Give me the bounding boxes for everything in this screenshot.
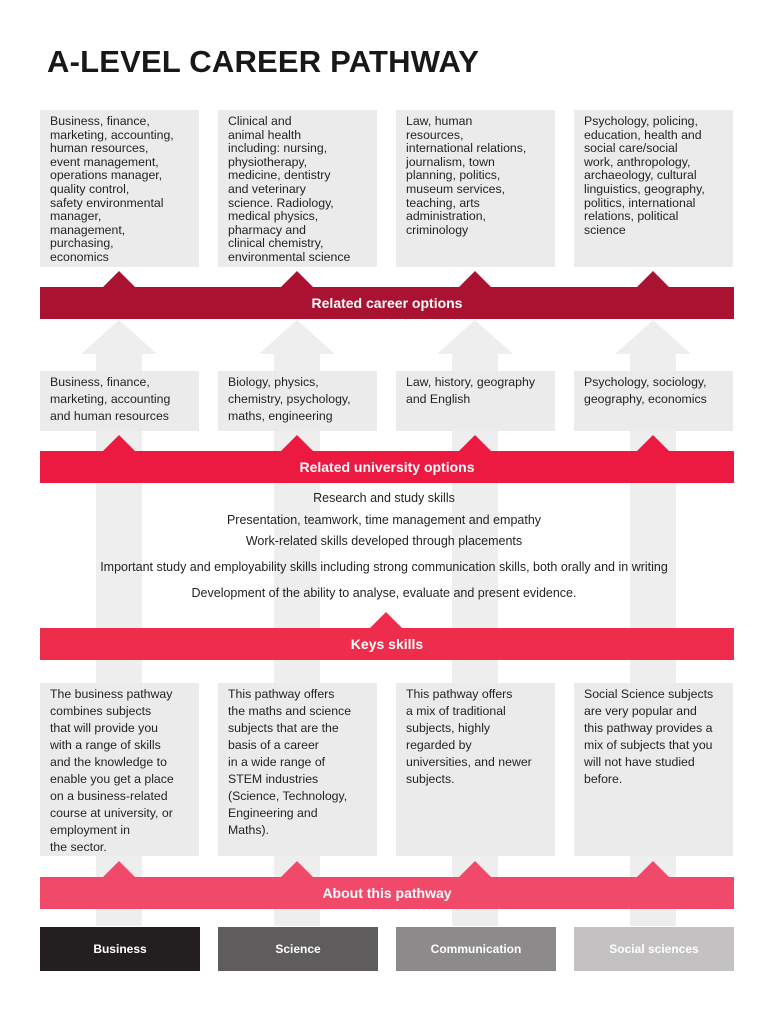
skill-line: Research and study skills: [313, 491, 455, 505]
skill-line: Important study and employability skills including strong communication skills, both orally and in writing: [100, 560, 668, 574]
arrow-head-icon: [615, 320, 691, 354]
arrow-head-icon: [437, 320, 513, 354]
university-options-label: Related university options: [299, 459, 475, 475]
university-notch-icon: [281, 435, 313, 451]
about-pathway-label: About this pathway: [322, 885, 452, 901]
career-box-business: Business, finance, marketing, accounting, human resources, event management, operations manager, quality control, safety environmental manager, management, purchasing, economics: [40, 110, 199, 267]
key-skills-bar: [40, 628, 734, 660]
about-box-business: The business pathway combines subjects that will provide you with a range of skills and the knowledge to enable you get a place on a business-related course at university, or employment in the sector.: [40, 683, 199, 856]
career-notch-icon: [281, 271, 313, 287]
skills-notch-icon: [370, 612, 402, 628]
skill-line: Development of the ability to analyse, evaluate and present evidence.: [191, 586, 577, 600]
about-box-social-sciences: Social Science subjects are very popular and this pathway provides a mix of subjects that you will not have studied before.: [574, 683, 733, 856]
pathway-communication: [396, 927, 556, 971]
pathway-social-sciences-label: Social sciences: [609, 942, 699, 956]
university-box-business: Business, finance, marketing, accounting and human resources: [40, 371, 199, 431]
career-box-social-sciences: Psychology, policing, education, health and social care/social work, anthropology, archaeology, cultural linguistics, geography, politics, international relations, political science: [574, 110, 733, 267]
career-box-communication: Law, human resources, international relations, journalism, town planning, politics, museum services, teaching, arts administration, criminology: [396, 110, 555, 267]
page-title: A-LEVEL CAREER PATHWAY: [47, 44, 480, 79]
about-notch-icon: [637, 861, 669, 877]
university-notch-icon: [637, 435, 669, 451]
career-notch-icon: [459, 271, 491, 287]
pathway-science: [218, 927, 378, 971]
pathway-social-sciences: [574, 927, 734, 971]
key-skills-label: Keys skills: [350, 636, 424, 652]
pathway-communication-label: Communication: [430, 942, 522, 956]
career-notch-icon: [637, 271, 669, 287]
career-box-science: Clinical and animal health including: nursing, physiotherapy, medicine, dentistry and veterinary science. Radiology, medical physics, pharmacy and clinical chemistry, environmental science: [218, 110, 377, 267]
university-box-social-sciences: Psychology, sociology, geography, economics: [574, 371, 733, 431]
university-notch-icon: [459, 435, 491, 451]
skill-line: Presentation, teamwork, time management and empathy: [226, 513, 542, 527]
about-pathway-bar: [40, 877, 734, 909]
university-box-science: Biology, physics, chemistry, psychology, maths, engineering: [218, 371, 377, 431]
pathway-business-label: Business: [93, 942, 147, 956]
career-notch-icon: [103, 271, 135, 287]
skill-line: Work-related skills developed through placements: [245, 534, 523, 548]
pathway-business: [40, 927, 200, 971]
about-notch-icon: [281, 861, 313, 877]
career-options-bar: [40, 287, 734, 319]
university-box-communication: Law, history, geography and English: [396, 371, 555, 431]
pathway-science-label: Science: [275, 942, 321, 956]
about-notch-icon: [459, 861, 491, 877]
arrow-head-icon: [259, 320, 335, 354]
about-box-science: This pathway offers the maths and science subjects that are the basis of a career in a wide range of STEM industries (Science, Technology, Engineering and Maths).: [218, 683, 377, 856]
career-options-label: Related career options: [311, 295, 463, 311]
university-notch-icon: [103, 435, 135, 451]
about-notch-icon: [103, 861, 135, 877]
arrow-head-icon: [81, 320, 157, 354]
university-options-bar: [40, 451, 734, 483]
about-box-communication: This pathway offers a mix of traditional subjects, highly regarded by universities, and newer subjects.: [396, 683, 555, 856]
